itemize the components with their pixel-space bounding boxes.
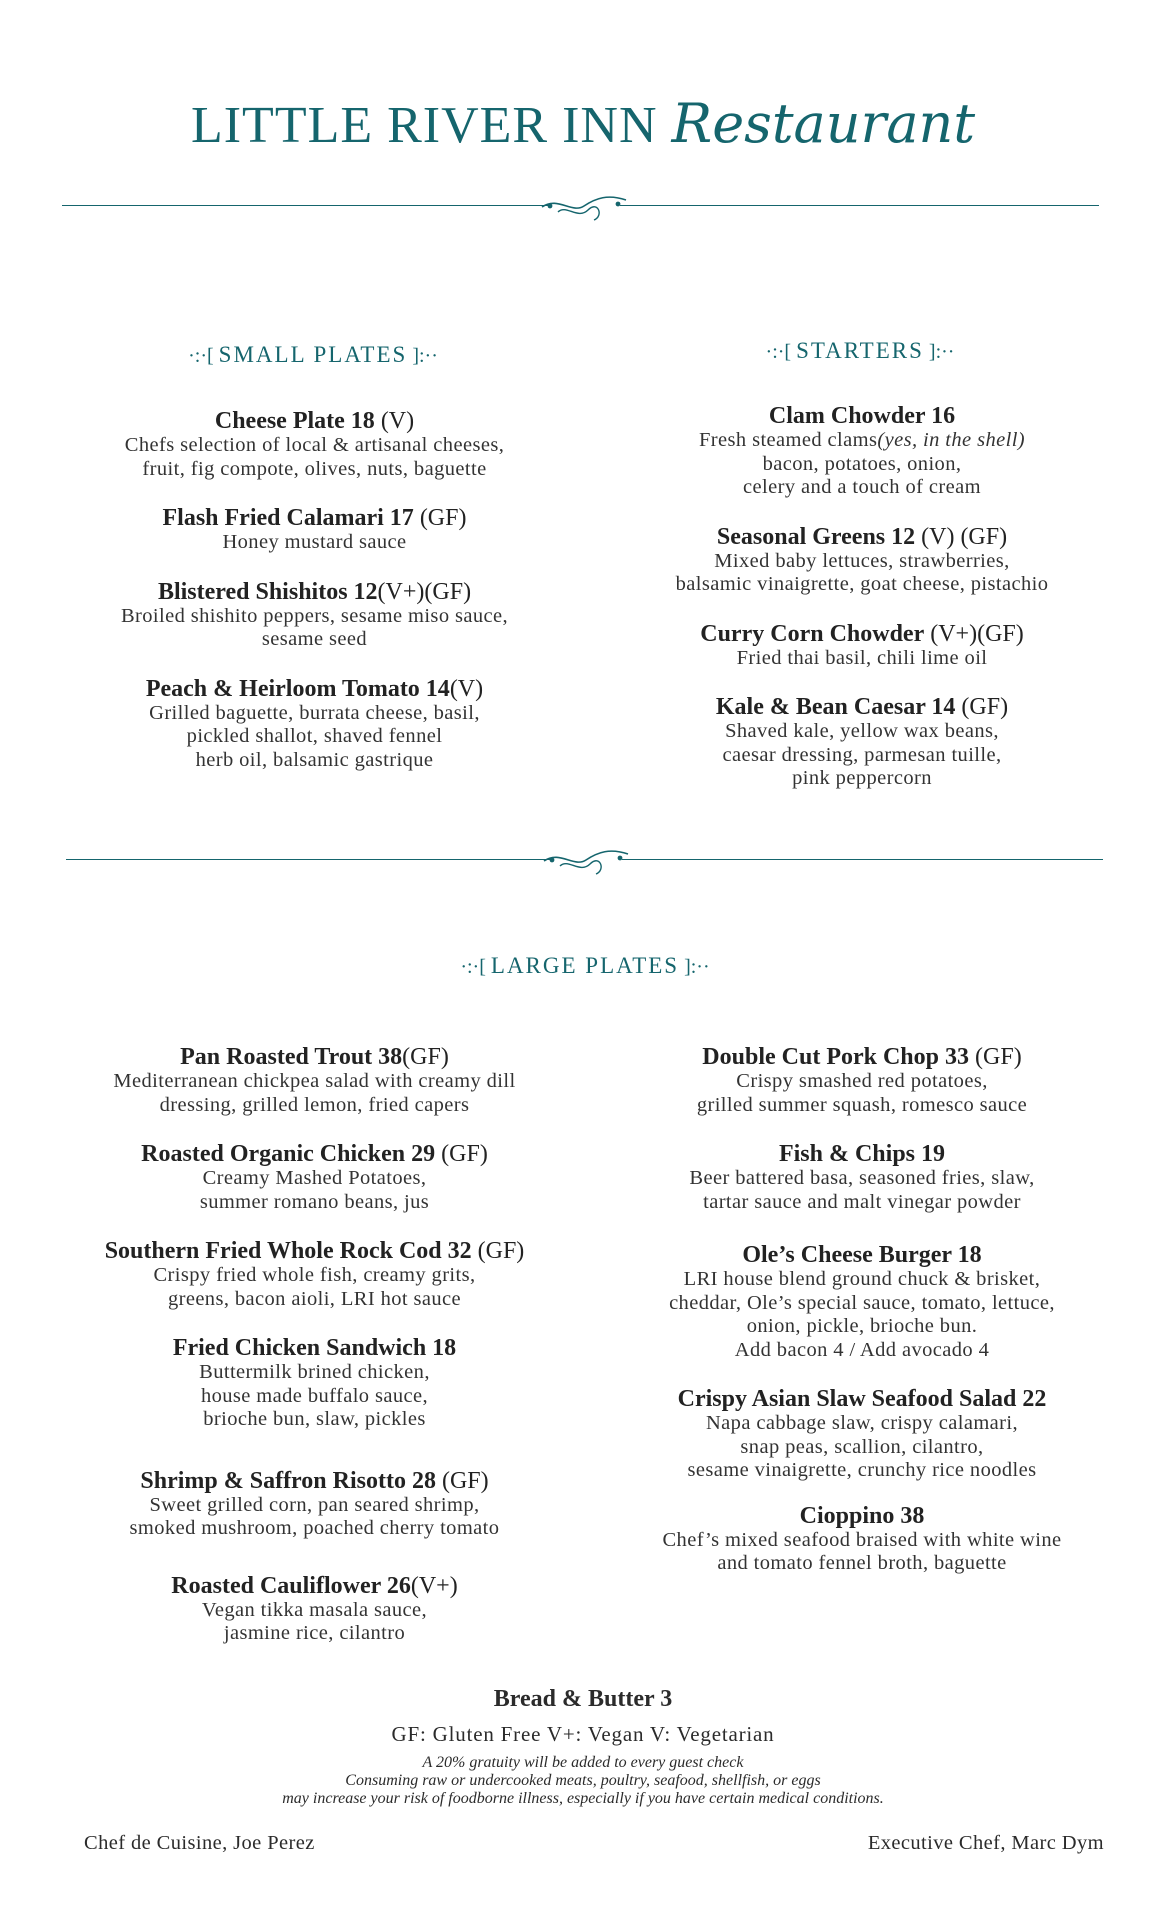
menu-item: Shrimp & Saffron Risotto 28 (GF) Sweet grilled corn, pan seared shrimp, smoked mushroom, poached cherry tomato — [129, 1467, 500, 1539]
bracket-ornament-icon: ]:·· — [923, 341, 955, 363]
menu-item: Ole’s Cheese Burger 18 LRI house blend ground chuck & brisket, cheddar, Ole’s special sauce, tomato, lettuce, onion, pickle, brioche bun. Add bacon 4 / Add avocado 4 — [669, 1242, 1055, 1361]
menu-item: Seasonal Greens 12 (V) (GF) Mixed baby lettuces, strawberries, balsamic vinaigrette, goat cheese, pistachio — [675, 523, 1049, 595]
large-plates-right-column — [612, 1044, 1112, 1600]
large-plates-left-column — [62, 1044, 567, 1670]
menu-item: Clam Chowder 16 Fresh steamed clams(yes, in the shell) bacon, potatoes, onion, celery and a touch of cream — [698, 403, 1026, 498]
menu-item: Roasted Organic Chicken 29 (GF) Creamy Mashed Potatoes, summer romano beans, jus — [141, 1141, 488, 1213]
large-plates-heading: ·:·[ LARGE PLATES ]:·· — [460, 953, 710, 978]
small-plates-heading: ·:·[ SMALL PLATES ]:·· — [188, 342, 438, 367]
menu-item: Cioppino 38 Chef’s mixed seafood braised with white wine and tomato fennel broth, baguette — [662, 1502, 1062, 1574]
menu-item: Curry Corn Chowder (V+)(GF) Fried thai basil, chili lime oil — [700, 620, 1024, 669]
menu-item: Fried Chicken Sandwich 18 Buttermilk brined chicken, house made buffalo sauce, brioche bun, slaw, pickles — [172, 1335, 457, 1430]
title-caps: LITTLE RIVER INN — [190, 97, 658, 154]
menu-item: Southern Fried Whole Rock Cod 32 (GF) Crispy fried whole fish, creamy grits, greens, bacon aioli, LRI hot sauce — [104, 1238, 525, 1310]
menu-item: Crispy Asian Slaw Seafood Salad 22 Napa cabbage slaw, crispy calamari, snap peas, scallion, cilantro, sesame vinaigrette, crunchy rice noodles — [677, 1386, 1047, 1481]
flourish-ornament-icon — [538, 190, 630, 226]
executive-chef: Executive Chef, Marc Dym — [867, 1832, 1104, 1854]
starters-heading: ·:·[ STARTERS ]:·· — [765, 338, 955, 363]
menu-item: Cheese Plate 18 (V) Chefs selection of local & artisanal cheeses, fruit, fig compote, olives, nuts, baguette — [124, 408, 505, 480]
starters-column — [612, 403, 1112, 815]
chef-de-cuisine: Chef de Cuisine, Joe Perez — [84, 1832, 315, 1854]
bracket-ornament-icon: ]:·· — [679, 956, 710, 978]
bracket-ornament-icon: ·:·[ — [765, 341, 797, 363]
restaurant-title — [0, 92, 1166, 155]
bracket-ornament-icon: ·:·[ — [188, 345, 219, 367]
flourish-ornament-icon — [540, 844, 632, 880]
menu-item: Kale & Bean Caesar 14 (GF) Shaved kale, yellow wax beans, caesar dressing, parmesan tuille, pink peppercorn — [715, 694, 1009, 789]
menu-item: Pan Roasted Trout 38(GF) Mediterranean chickpea salad with creamy dill dressing, grilled lemon, fried capers — [113, 1044, 516, 1116]
small-plates-column — [62, 408, 567, 796]
dietary-key: GF: Gluten Free V+: Vegan V: Vegetarian — [391, 1722, 775, 1746]
menu-item: Flash Fried Calamari 17 (GF) Honey mustard sauce — [162, 505, 467, 553]
bread-and-butter: Bread & Butter 3 — [493, 1686, 673, 1712]
menu-item: Blistered Shishitos 12(V+)(GF) Broiled shishito peppers, sesame miso sauce, sesame seed — [120, 578, 509, 650]
menu-item: Fish & Chips 19 Beer battered basa, seasoned fries, slaw, tartar sauce and malt vinegar powder — [689, 1141, 1035, 1213]
bracket-ornament-icon: ·:·[ — [460, 956, 491, 978]
menu-item: Roasted Cauliflower 26(V+) Vegan tikka masala sauce, jasmine rice, cilantro — [171, 1572, 458, 1644]
menu-item: Peach & Heirloom Tomato 14(V) Grilled baguette, burrata cheese, basil, pickled shallot, shaved fennel herb oil, balsamic gastrique — [145, 675, 484, 771]
fine-print: A 20% gratuity will be added to every guest check Consuming raw or undercooked meats, poultry, seafood, shellfish, or eggs may increase your risk of foodborne illness, especially if you have certain medical conditions. — [282, 1754, 884, 1807]
bracket-ornament-icon: ]:·· — [407, 345, 438, 367]
menu-item: Double Cut Pork Chop 33 (GF) Crispy smashed red potatoes, grilled summer squash, romesco sauce — [696, 1044, 1028, 1116]
title-script: Restaurant — [671, 92, 976, 155]
